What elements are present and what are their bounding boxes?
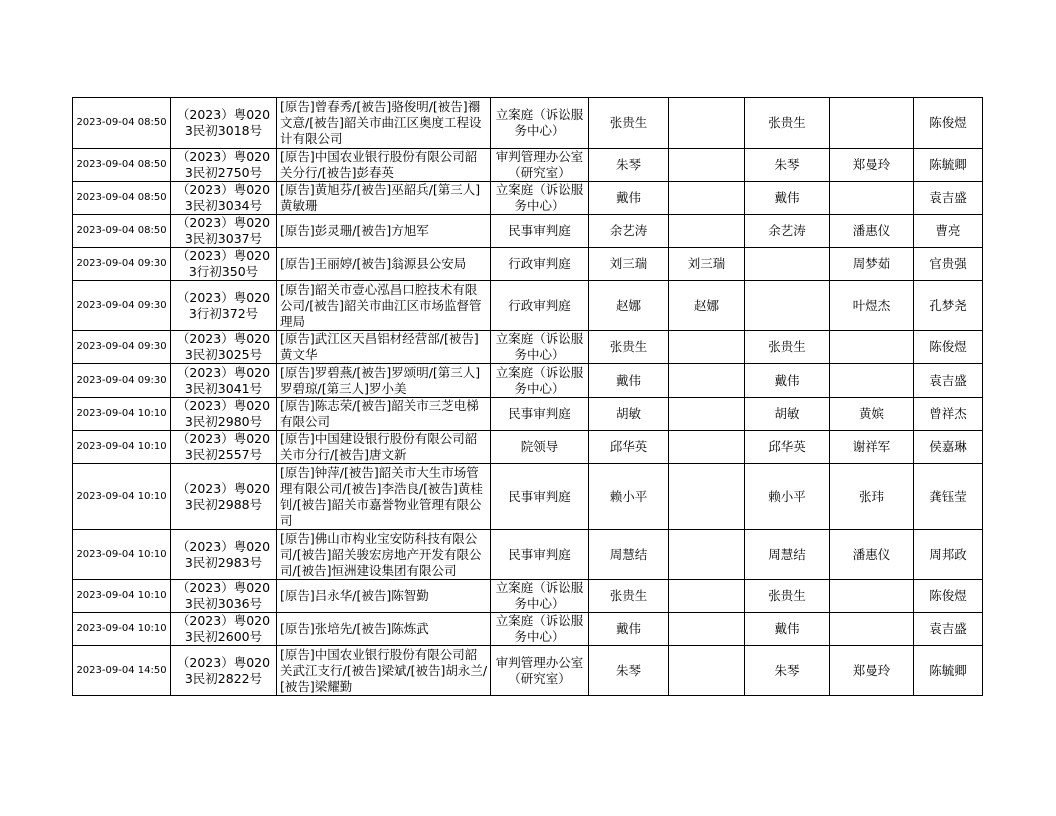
presiding-judge: 朱琴 [589, 646, 669, 696]
hearing-datetime: 2023-09-04 09:30 [73, 364, 171, 398]
judge-col-7: 余艺涛 [745, 215, 830, 248]
table-body [73, 98, 983, 696]
department: 民事审判庭 [491, 464, 589, 530]
judge-col-8: 潘惠仪 [830, 530, 914, 580]
judge-col-8 [830, 331, 914, 364]
clerk: 袁吉盛 [914, 182, 983, 215]
hearing-datetime: 2023-09-04 09:30 [73, 331, 171, 364]
table-row [73, 98, 983, 149]
judge-col-6 [669, 215, 745, 248]
judge-col-6 [669, 646, 745, 696]
table-row [73, 646, 983, 696]
hearing-datetime: 2023-09-04 08:50 [73, 215, 171, 248]
clerk: 孔梦尧 [914, 281, 983, 331]
clerk: 陈毓卿 [914, 149, 983, 182]
case-number: （2023）粤0203民初2600号 [171, 613, 277, 646]
judge-col-7: 周慧结 [745, 530, 830, 580]
clerk: 官贵强 [914, 248, 983, 281]
case-parties: [原告]吕永华/[被告]陈智勤 [277, 580, 491, 613]
case-parties: [原告]彭灵珊/[被告]方旭军 [277, 215, 491, 248]
department: 立案庭（诉讼服务中心） [491, 580, 589, 613]
case-number: （2023）粤0203民初3034号 [171, 182, 277, 215]
case-number: （2023）粤0203民初3036号 [171, 580, 277, 613]
judge-col-8 [830, 98, 914, 149]
clerk: 袁吉盛 [914, 364, 983, 398]
case-number: （2023）粤0203民初2822号 [171, 646, 277, 696]
judge-col-6 [669, 613, 745, 646]
judge-col-6 [669, 364, 745, 398]
judge-col-8: 黄嫔 [830, 398, 914, 431]
table-row [73, 331, 983, 364]
case-parties: [原告]韶关市壹心泓昌口腔技术有限公司/[被告]韶关市曲江区市场监督管理局 [277, 281, 491, 331]
judge-col-6: 刘三瑞 [669, 248, 745, 281]
judge-col-7 [745, 281, 830, 331]
judge-col-6 [669, 580, 745, 613]
judge-col-7: 张贵生 [745, 580, 830, 613]
case-number: （2023）粤0203民初2988号 [171, 464, 277, 530]
clerk: 周邦政 [914, 530, 983, 580]
judge-col-7: 胡敏 [745, 398, 830, 431]
table-row [73, 364, 983, 398]
judge-col-8 [830, 580, 914, 613]
presiding-judge: 胡敏 [589, 398, 669, 431]
judge-col-8: 郑曼玲 [830, 646, 914, 696]
judge-col-7: 朱琴 [745, 149, 830, 182]
judge-col-8 [830, 613, 914, 646]
judge-col-7: 赖小平 [745, 464, 830, 530]
presiding-judge: 余艺涛 [589, 215, 669, 248]
case-parties: [原告]曾春秀/[被告]骆俊明/[被告]禤文意/[被告]韶关市曲江区奥度工程设计有限公司 [277, 98, 491, 149]
hearing-datetime: 2023-09-04 10:10 [73, 530, 171, 580]
judge-col-8: 张玮 [830, 464, 914, 530]
presiding-judge: 邱华英 [589, 431, 669, 464]
case-number: （2023）粤0203行初350号 [171, 248, 277, 281]
case-number: （2023）粤0203民初3018号 [171, 98, 277, 149]
department: 民事审判庭 [491, 215, 589, 248]
case-parties: [原告]中国农业银行股份有限公司韶关分行/[被告]彭春英 [277, 149, 491, 182]
judge-col-7: 戴伟 [745, 182, 830, 215]
table-row [73, 398, 983, 431]
judge-col-8: 谢祥军 [830, 431, 914, 464]
hearing-datetime: 2023-09-04 09:30 [73, 248, 171, 281]
table-row [73, 431, 983, 464]
case-parties: [原告]中国农业银行股份有限公司韶关武江支行/[被告]梁斌/[被告]胡永兰/[被告]梁耀勤 [277, 646, 491, 696]
clerk: 侯嘉琳 [914, 431, 983, 464]
hearing-datetime: 2023-09-04 10:10 [73, 580, 171, 613]
hearing-datetime: 2023-09-04 10:10 [73, 398, 171, 431]
presiding-judge: 周慧结 [589, 530, 669, 580]
case-number: （2023）粤0203民初2557号 [171, 431, 277, 464]
clerk: 袁吉盛 [914, 613, 983, 646]
hearing-datetime: 2023-09-04 08:50 [73, 182, 171, 215]
case-parties: [原告]陈志荣/[被告]韶关市三芝电梯有限公司 [277, 398, 491, 431]
judge-col-7: 邱华英 [745, 431, 830, 464]
table-row [73, 580, 983, 613]
presiding-judge: 戴伟 [589, 613, 669, 646]
case-number: （2023）粤0203行初372号 [171, 281, 277, 331]
hearing-datetime: 2023-09-04 09:30 [73, 281, 171, 331]
table-row [73, 530, 983, 580]
department: 立案庭（诉讼服务中心） [491, 182, 589, 215]
clerk: 曹亮 [914, 215, 983, 248]
judge-col-7: 张贵生 [745, 98, 830, 149]
judge-col-6 [669, 464, 745, 530]
table-row [73, 215, 983, 248]
table-row [73, 149, 983, 182]
judge-col-6 [669, 398, 745, 431]
department: 行政审判庭 [491, 281, 589, 331]
department: 行政审判庭 [491, 248, 589, 281]
case-number: （2023）粤0203民初2750号 [171, 149, 277, 182]
department: 立案庭（诉讼服务中心） [491, 331, 589, 364]
case-number: （2023）粤0203民初3041号 [171, 364, 277, 398]
table-row [73, 281, 983, 331]
clerk: 陈俊煜 [914, 98, 983, 149]
case-parties: [原告]王丽婷/[被告]翁源县公安局 [277, 248, 491, 281]
table-row [73, 613, 983, 646]
judge-col-7 [745, 248, 830, 281]
presiding-judge: 戴伟 [589, 364, 669, 398]
presiding-judge: 赵娜 [589, 281, 669, 331]
presiding-judge: 张贵生 [589, 580, 669, 613]
clerk: 曾祥杰 [914, 398, 983, 431]
department: 立案庭（诉讼服务中心） [491, 98, 589, 149]
department: 立案庭（诉讼服务中心） [491, 364, 589, 398]
judge-col-8: 周梦茹 [830, 248, 914, 281]
case-number: （2023）粤0203民初2983号 [171, 530, 277, 580]
department: 审判管理办公室（研究室） [491, 149, 589, 182]
table-row [73, 464, 983, 530]
judge-col-7: 戴伟 [745, 364, 830, 398]
clerk: 陈俊煜 [914, 580, 983, 613]
judge-col-7: 戴伟 [745, 613, 830, 646]
table-row [73, 248, 983, 281]
case-parties: [原告]佛山市构业宝安防科技有限公司/[被告]韶关骏宏房地产开发有限公司/[被告]恒洲建设集团有限公司 [277, 530, 491, 580]
hearing-datetime: 2023-09-04 08:50 [73, 98, 171, 149]
judge-col-6 [669, 530, 745, 580]
judge-col-6 [669, 149, 745, 182]
clerk: 龚钰莹 [914, 464, 983, 530]
presiding-judge: 张贵生 [589, 98, 669, 149]
judge-col-7: 张贵生 [745, 331, 830, 364]
case-parties: [原告]钟萍/[被告]韶关市大生市场管理有限公司/[被告]李浩良/[被告]黄桂钊/[被告]韶关市嘉誉物业管理有限公司 [277, 464, 491, 530]
presiding-judge: 戴伟 [589, 182, 669, 215]
case-parties: [原告]张培先/[被告]陈炼武 [277, 613, 491, 646]
department: 民事审判庭 [491, 530, 589, 580]
hearing-datetime: 2023-09-04 10:10 [73, 431, 171, 464]
department: 民事审判庭 [491, 398, 589, 431]
case-number: （2023）粤0203民初3037号 [171, 215, 277, 248]
case-parties: [原告]罗碧燕/[被告]罗颂明/[第三人]罗碧琼/[第三人]罗小美 [277, 364, 491, 398]
presiding-judge: 刘三瑞 [589, 248, 669, 281]
judge-col-8: 潘惠仪 [830, 215, 914, 248]
case-parties: [原告]黄旭芬/[被告]巫韶兵/[第三人]黄敏珊 [277, 182, 491, 215]
judge-col-6: 赵娜 [669, 281, 745, 331]
hearing-datetime: 2023-09-04 08:50 [73, 149, 171, 182]
hearing-datetime: 2023-09-04 10:10 [73, 464, 171, 530]
clerk: 陈俊煜 [914, 331, 983, 364]
judge-col-6 [669, 182, 745, 215]
clerk: 陈毓卿 [914, 646, 983, 696]
case-parties: [原告]中国建设银行股份有限公司韶关市分行/[被告]唐文新 [277, 431, 491, 464]
presiding-judge: 朱琴 [589, 149, 669, 182]
judge-col-8: 叶煜杰 [830, 281, 914, 331]
judge-col-7: 朱琴 [745, 646, 830, 696]
hearing-schedule-table [72, 97, 983, 696]
department: 立案庭（诉讼服务中心） [491, 613, 589, 646]
hearing-datetime: 2023-09-04 10:10 [73, 613, 171, 646]
case-number: （2023）粤0203民初3025号 [171, 331, 277, 364]
judge-col-8 [830, 182, 914, 215]
judge-col-6 [669, 331, 745, 364]
case-number: （2023）粤0203民初2980号 [171, 398, 277, 431]
presiding-judge: 赖小平 [589, 464, 669, 530]
judge-col-6 [669, 431, 745, 464]
case-parties: [原告]武江区天昌铝材经营部/[被告]黄文华 [277, 331, 491, 364]
department: 院领导 [491, 431, 589, 464]
presiding-judge: 张贵生 [589, 331, 669, 364]
department: 审判管理办公室（研究室） [491, 646, 589, 696]
judge-col-8 [830, 364, 914, 398]
judge-col-8: 郑曼玲 [830, 149, 914, 182]
judge-col-6 [669, 98, 745, 149]
table-row [73, 182, 983, 215]
hearing-datetime: 2023-09-04 14:50 [73, 646, 171, 696]
